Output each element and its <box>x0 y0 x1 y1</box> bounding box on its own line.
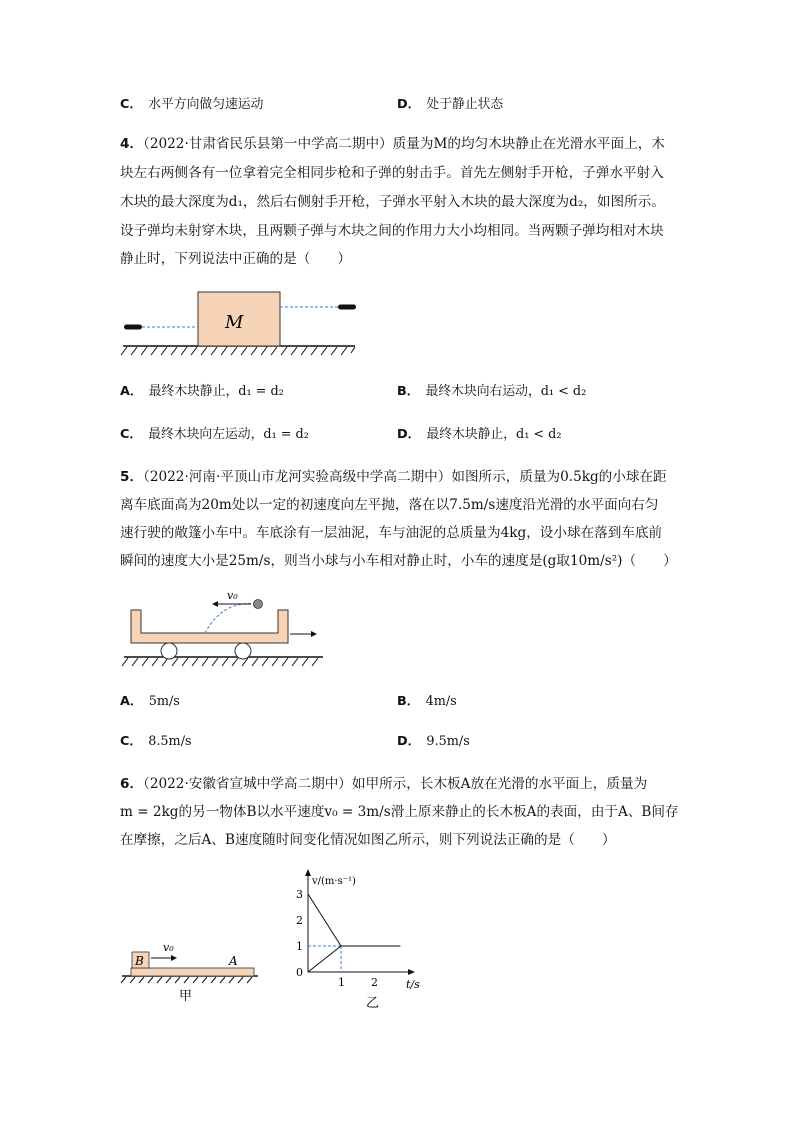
q5-stem-line3: 速行驶的敞篷小车中。车底涂有一层油泥，车与油泥的总质量为4kg，设小球在落到车底前 <box>120 525 663 541</box>
y-axis-arrowhead <box>305 869 311 876</box>
q4-stem-line1 <box>120 134 665 154</box>
ground-hatching <box>121 347 355 355</box>
q5-stem-line1 <box>120 467 667 487</box>
q5-stem-line4: 瞬间的速度大小是25m/s，则当小球与小车相对静止时，小车的速度是(g取10m/s²)（ ） <box>120 553 677 569</box>
y-tick-label: 3 <box>296 888 303 901</box>
question-number: 6． <box>120 776 144 792</box>
q4-option-b <box>397 383 586 401</box>
q3-option-d <box>397 96 503 114</box>
block-b-label: B <box>135 954 144 968</box>
option-text: 水平方向做匀速运动 <box>148 97 264 112</box>
long-board-a <box>131 968 254 976</box>
ground-hatching <box>122 658 318 666</box>
option-text: 8.5m/s <box>148 734 192 749</box>
figure-caption: 乙 <box>366 996 380 1010</box>
board-a-label: A <box>229 954 238 968</box>
option-text: 9.5m/s <box>426 734 470 749</box>
ball <box>254 600 263 609</box>
q5-option-b <box>397 693 457 711</box>
q5-figure <box>118 585 328 670</box>
ball-trajectory <box>205 604 256 633</box>
option-key: C． <box>120 97 143 112</box>
q4-stem-line5: 静止时，下列说法中正确的是（ ） <box>120 251 352 267</box>
left-bullet <box>124 325 142 330</box>
arrowhead <box>311 631 317 637</box>
open-cart <box>131 610 288 643</box>
q3-option-c <box>120 96 263 114</box>
cart-wheel-right <box>235 643 251 659</box>
q6-figure-yi-chart <box>290 868 440 1010</box>
option-text: 最终木块静止，d₁ < d₂ <box>426 427 562 442</box>
option-key: B． <box>397 694 420 709</box>
option-text: 处于静止状态 <box>426 97 504 112</box>
cart-wheel-left <box>161 643 177 659</box>
q5-option-a <box>120 693 180 711</box>
option-key: A． <box>120 384 143 399</box>
question-number: 5． <box>120 469 144 485</box>
q4-stem-line2: 块左右两侧各有一位拿着完全相同步枪和子弹的射击手。首先左侧射手开枪，子弹水平射入 <box>120 165 664 181</box>
block-label: M <box>225 312 244 333</box>
y-tick-label: 1 <box>296 940 303 953</box>
arrowhead <box>171 955 177 961</box>
q4-option-c <box>120 426 309 444</box>
y-tick-label: 0 <box>296 966 303 979</box>
option-key: D． <box>397 734 421 749</box>
option-text: 最终木块静止，d₁ = d₂ <box>148 384 284 399</box>
q4-option-d <box>397 426 562 444</box>
right-bullet <box>338 305 356 310</box>
ground-hatching <box>121 977 252 983</box>
q5-option-d <box>397 733 470 751</box>
x-axis-arrowhead <box>408 969 415 975</box>
q4-stem-line3: 木块的最大深度为d₁，然后右侧射手开枪，子弹水平射入木块的最大深度为d₂，如图所示。 <box>120 194 665 210</box>
q6-stem-line3: 在摩擦，之后A、B速度随时间变化情况如图乙所示，则下列说法正确的是（ ） <box>120 832 616 848</box>
y-tick-label: 2 <box>296 914 303 927</box>
series-line-B <box>308 894 400 946</box>
q5-option-c <box>120 733 192 751</box>
option-key: D． <box>397 97 421 112</box>
y-axis-label: v/(m·s⁻¹) <box>312 876 356 887</box>
option-key: C． <box>120 427 143 442</box>
option-key: A． <box>120 694 143 709</box>
q6-stem-line1 <box>120 774 647 794</box>
x-tick-label: 2 <box>371 976 378 989</box>
q6-figure-jia <box>118 935 268 1005</box>
option-key: B． <box>397 384 420 399</box>
stem-text: （2022·河南·平顶山市龙河实验高级中学高二期中）如图所示，质量为0.5kg的小球在距 <box>143 469 667 485</box>
q4-option-a <box>120 383 284 401</box>
stem-text: （2022·甘肃省民乐县第一中学高二期中）质量为M的均匀木块静止在光滑水平面上，木 <box>143 136 665 152</box>
q6-stem-line2: m = 2kg的另一物体B以水平速度v₀ = 3m/s滑上原来静止的长木板A的表面，由于A、B间存 <box>120 804 679 820</box>
option-key: D． <box>397 427 421 442</box>
x-axis-label: t/s <box>406 978 420 991</box>
q4-stem-line4: 设子弹均未射穿木块，且两颗子弹与木块之间的作用力大小均相同。当两颗子弹均相对木块 <box>120 223 664 239</box>
question-number: 4． <box>120 136 144 152</box>
velocity-label: v₀ <box>227 589 238 602</box>
x-tick-label: 1 <box>338 976 345 989</box>
q5-stem-line2: 离车底面高为20m处以一定的初速度向左平抛，落在以7.5m/s速度沿光滑的水平面向右匀 <box>120 497 659 513</box>
option-text: 5m/s <box>148 694 180 709</box>
series-line-A <box>308 946 341 972</box>
stem-text: （2022·安徽省宣城中学高二期中）如甲所示，长木板A放在光滑的水平面上，质量为 <box>143 776 648 792</box>
q4-figure <box>115 285 365 360</box>
arrowhead <box>212 601 218 607</box>
option-text: 最终木块向右运动，d₁ < d₂ <box>425 384 587 399</box>
option-text: 最终木块向左运动，d₁ = d₂ <box>148 427 309 442</box>
option-text: 4m/s <box>425 694 457 709</box>
option-key: C． <box>120 734 143 749</box>
velocity-label: v₀ <box>163 941 174 954</box>
figure-caption: 甲 <box>179 989 193 1004</box>
